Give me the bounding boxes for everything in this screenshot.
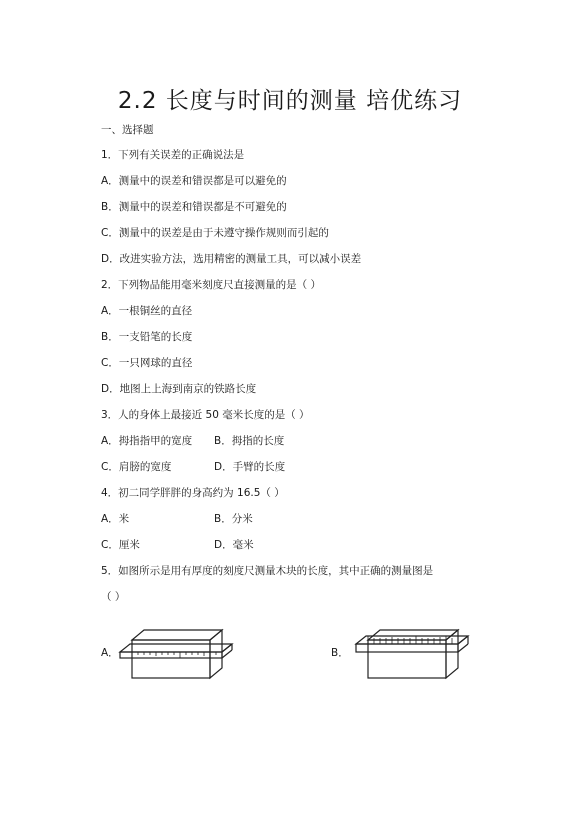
question-3-options-row-1 (101, 434, 285, 448)
question-2-option-d: D．地图上上海到南京的铁路长度 (101, 383, 257, 395)
question-2-stem: 2．下列物品能用毫米刻度尺直接测量的是（ ） (101, 279, 322, 291)
question-4-option-d: D．毫米 (214, 539, 254, 551)
question-2-option-b: B．一支铅笔的长度 (101, 331, 193, 343)
question-4-stem: 4．初二同学胖胖的身高约为 16.5（ ） (101, 487, 285, 499)
question-4-option-a: A．米 (101, 513, 130, 525)
question-3-option-b: B．拇指的长度 (214, 435, 285, 447)
question-1-option-c: C．测量中的误差是由于未遵守操作规则而引起的 (101, 227, 329, 239)
figure-a-label: A． (101, 647, 119, 659)
question-2-option-a: A．一根铜丝的直径 (101, 305, 193, 317)
question-4-option-c: C．厘米 (101, 539, 140, 551)
question-4-option-b: B．分米 (214, 513, 253, 525)
question-3-option-a: A．拇指指甲的宽度 (101, 435, 193, 447)
figure-b-label: B． (331, 647, 349, 659)
figure-a-ruler-diagram (118, 622, 234, 684)
question-1-option-d: D．改进实验方法，选用精密的测量工具，可以减小误差 (101, 253, 362, 265)
question-1-stem: 1．下列有关误差的正确说法是 (101, 149, 245, 161)
question-3-stem: 3．人的身体上最接近 50 毫米长度的是（ ） (101, 409, 310, 421)
question-4-options-row-2 (101, 538, 254, 552)
question-3-options-row-2 (101, 460, 286, 474)
question-4-options-row-1 (101, 512, 253, 526)
question-1-option-b: B．测量中的误差和错误都是不可避免的 (101, 201, 287, 213)
question-5-stem: 5．如图所示是用有厚度的刻度尺测量木块的长度，其中正确的测量图是 (101, 565, 434, 577)
question-1-option-a: A．测量中的误差和错误都是可以避免的 (101, 175, 287, 187)
question-3-option-d: D．手臂的长度 (214, 461, 286, 473)
figure-b-ruler-diagram (354, 622, 470, 684)
section-heading: 一、选择题 (101, 124, 154, 136)
question-5-answer-blank: （ ） (101, 591, 126, 603)
question-3-option-c: C．肩膀的宽度 (101, 461, 172, 473)
question-2-option-c: C．一只网球的直径 (101, 357, 193, 369)
page-title: 2.2 长度与时间的测量 培优练习 (117, 88, 463, 114)
